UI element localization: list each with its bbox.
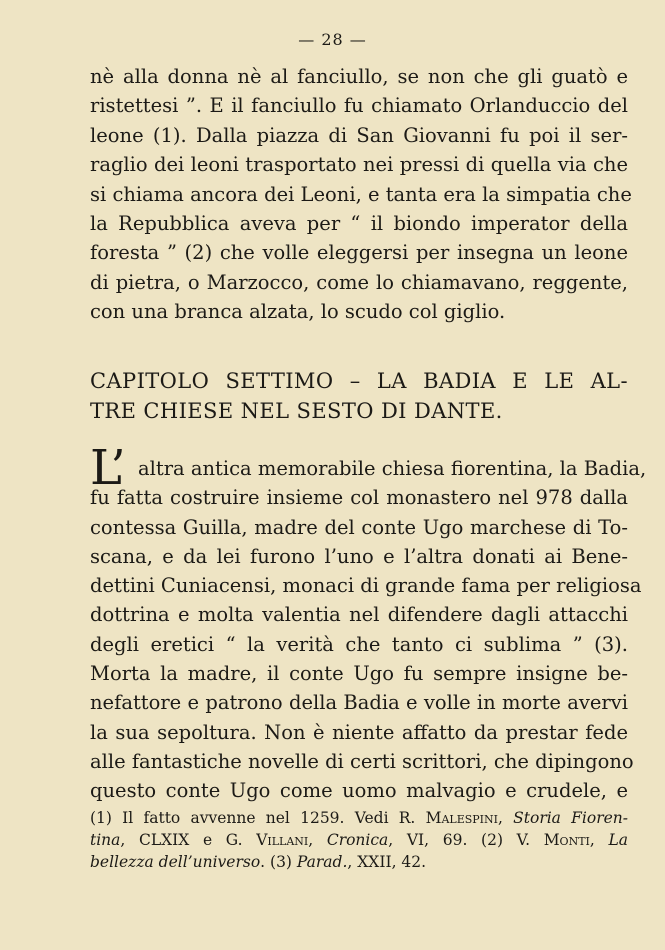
text-line: foresta ” (2) che volle eleggersi per insegna un leone xyxy=(90,241,628,265)
footnote-text: . (3) xyxy=(260,853,297,871)
text-line: questo conte Ugo come uomo malvagio e crudele, e xyxy=(90,779,628,803)
text-line: Morta la madre, il conte Ugo fu sempre insigne be- xyxy=(90,662,628,686)
footnote-line xyxy=(90,829,628,851)
author-name: Monti xyxy=(543,831,590,849)
footnote-text: , xyxy=(589,831,609,849)
text-line: di pietra, o Marzocco, come lo chiamavano, reggente, xyxy=(90,270,628,294)
drop-cap: L’ xyxy=(90,440,126,496)
work-title: La xyxy=(608,831,629,849)
text-line: dettini Cuniacensi, monaci di grande fama per religiosa xyxy=(90,574,642,598)
work-title: Storia Fioren- xyxy=(513,809,628,827)
text-line: leone (1). Dalla piazza di San Giovanni fu poi il ser- xyxy=(90,123,628,147)
work-title: tina xyxy=(90,831,121,849)
author-name: Malespini xyxy=(425,809,498,827)
text-line: si chiama ancora dei Leoni, e tanta era la simpatia che xyxy=(90,182,632,206)
page-number: — 28 — xyxy=(298,30,367,49)
work-title: Cronica xyxy=(326,831,389,849)
text-line-content: altra antica memorabile chiesa fiorentina, la Badia, xyxy=(138,457,647,480)
work-title: Parad. xyxy=(296,853,348,871)
footnote-line xyxy=(90,851,628,873)
footnote-text: , XXII, 42. xyxy=(347,853,427,871)
text-line: la Repubblica aveva per “ il biondo imperator della xyxy=(90,211,628,235)
footnote-text: , VI, 69. (2) V. xyxy=(388,831,544,849)
text-line: fu fatta costruire insieme col monastero nel 978 dalla xyxy=(90,486,628,510)
text-line: alle fantastiche novelle di certi scrittori, che dipingono xyxy=(90,749,634,773)
chapter-title-line: CAPITOLO SETTIMO – LA BADIA E LE AL- xyxy=(90,369,628,393)
text-line: con una branca alzata, lo scudo col giglio. xyxy=(90,300,506,324)
text-line: contessa Guilla, madre del conte Ugo marchese di To- xyxy=(90,515,628,539)
footnotes xyxy=(90,807,628,873)
text-line: nè alla donna nè al fanciullo, se non che gli guatò e xyxy=(90,65,628,88)
work-title: bellezza dell’universo xyxy=(90,853,261,871)
chapter-title-line: TRE CHIESE NEL SESTO DI DANTE. xyxy=(90,399,503,423)
text-line: nefattore e patrono della Badia e volle in morte avervi xyxy=(90,691,628,715)
paragraph-chapter-opening xyxy=(90,440,647,806)
footnote-text: , xyxy=(308,831,327,849)
text-line: ristettesi ”. E il fanciullo fu chiamato Orlanduccio del xyxy=(90,94,628,118)
text-line: la sua sepoltura. Non è niente affatto da prestar fede xyxy=(90,720,628,744)
text-line: scana, e da lei furono l’uno e l’altra donati ai Bene- xyxy=(90,544,628,568)
text-line: dottrina e molta valentia nel difendere dagli attacchi xyxy=(90,603,628,627)
text-line: degli eretici “ la verità che tanto ci sublima ” (3). xyxy=(90,632,628,656)
text-line: raglio dei leoni trasportato nei pressi di quella via che xyxy=(90,153,628,177)
footnote-text: (1) Il fatto avvenne nel 1259. Vedi R. xyxy=(90,809,426,827)
footnote-text: , CLXIX e G. xyxy=(120,831,257,849)
footnote-line xyxy=(90,807,628,829)
footnote-text: , xyxy=(497,809,514,827)
chapter-title xyxy=(90,366,628,426)
text-line xyxy=(90,440,647,496)
paragraph-continuation xyxy=(90,62,632,327)
author-name: Villani xyxy=(256,831,309,849)
